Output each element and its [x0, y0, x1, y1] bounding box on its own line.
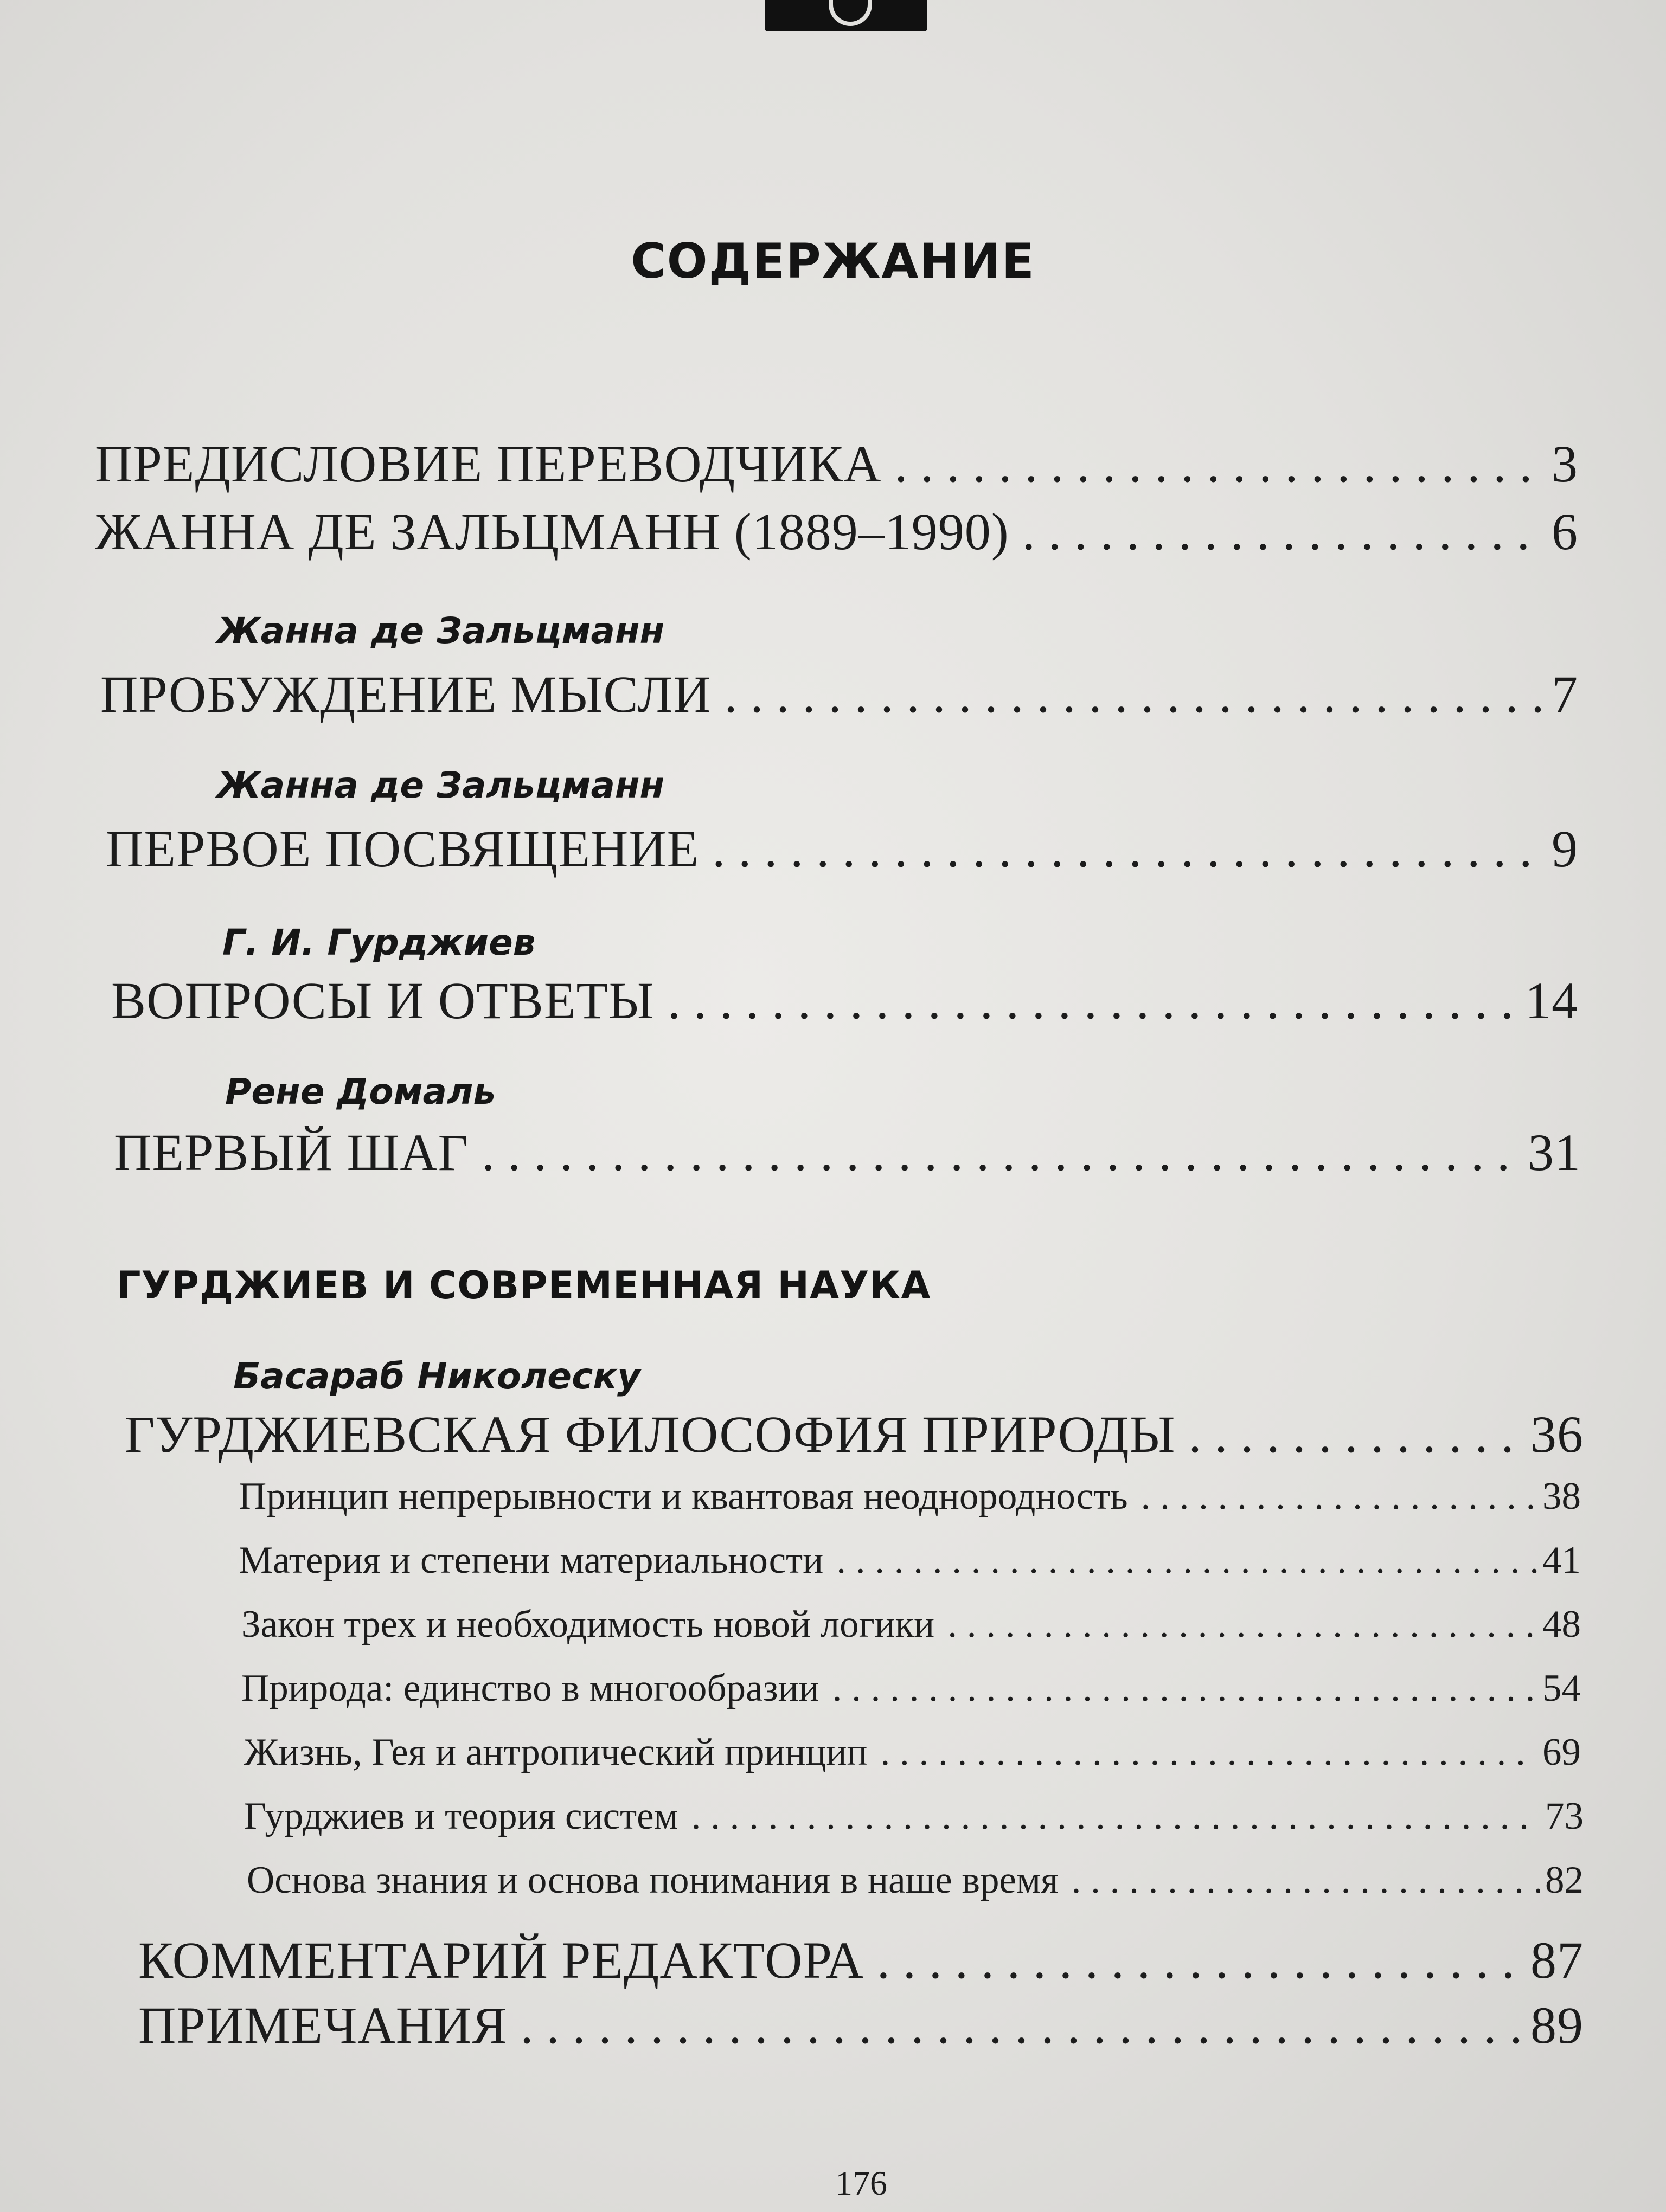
- toc-entry-label: ПЕРВОЕ ПОСВЯЩЕНИЕ: [106, 820, 700, 878]
- dot-leader: [520, 1995, 1525, 2055]
- toc-page-number: 14: [1525, 972, 1578, 1030]
- dot-leader: [877, 1930, 1525, 1990]
- dot-leader: [482, 1122, 1522, 1182]
- toc-entry-label: Жизнь, Гея и антропический принцип: [244, 1731, 868, 1773]
- toc-entry-label: Материя и степени материальности: [239, 1539, 824, 1581]
- toc-entry-label: Природа: единство в многообразии: [241, 1667, 819, 1709]
- toc-subentry[interactable]: [247, 1859, 1584, 1902]
- toc-page-number: 6: [1552, 503, 1578, 561]
- toc-entry-label: Принцип непрерывности и квантовая неоднородность: [239, 1475, 1128, 1517]
- toc-entry-label: ПРИМЕЧАНИЯ: [138, 1996, 508, 2054]
- toc-author: Жанна де Зальцманн: [217, 610, 665, 652]
- dot-leader: [691, 1795, 1540, 1838]
- dot-leader: [1188, 1404, 1525, 1464]
- toc-subentry[interactable]: [241, 1667, 1581, 1711]
- toc-page-number: 73: [1545, 1795, 1584, 1837]
- toc-entry-label: ЖАННА ДЕ ЗАЛЬЦМАНН (1889–1990): [95, 503, 1009, 561]
- toc-entry-label: ГУРДЖИЕВСКАЯ ФИЛОСОФИЯ ПРИРОДЫ: [125, 1405, 1176, 1463]
- toc-page-number: 89: [1530, 1996, 1584, 2054]
- toc-entry-philosophy-of-nature[interactable]: [125, 1404, 1584, 1464]
- dot-leader: [712, 819, 1546, 879]
- toc-entry-questions-answers[interactable]: [111, 970, 1578, 1031]
- toc-entry-editor-commentary[interactable]: [138, 1930, 1584, 1990]
- toc-entry-jeanne-bio[interactable]: [95, 501, 1578, 562]
- toc-page-number: 54: [1542, 1667, 1581, 1709]
- dot-leader: [1072, 1859, 1540, 1902]
- publisher-logo: [765, 0, 927, 31]
- toc-entry-label: ПРОБУЖДЕНИЕ МЫСЛИ: [100, 665, 712, 723]
- toc-author: Г. И. Гурджиев: [222, 922, 536, 963]
- toc-entry-translator-preface[interactable]: [95, 434, 1578, 494]
- toc-section-heading: ГУРДЖИЕВ И СОВРЕМЕННАЯ НАУКА: [117, 1263, 931, 1308]
- toc-entry-awakening[interactable]: [100, 664, 1578, 724]
- toc-subentry[interactable]: [239, 1475, 1581, 1519]
- toc-entry-notes[interactable]: [138, 1995, 1584, 2055]
- toc-page-number: 7: [1552, 665, 1578, 723]
- toc-author: Жанна де Зальцманн: [217, 764, 665, 806]
- toc-entry-label: КОММЕНТАРИЙ РЕДАКТОРА: [138, 1931, 864, 1989]
- dot-leader: [894, 434, 1546, 494]
- toc-entry-label: ПРЕДИСЛОВИЕ ПЕРЕВОДЧИКА: [95, 435, 882, 493]
- toc-entry-first-step[interactable]: [114, 1122, 1581, 1182]
- dot-leader: [947, 1603, 1537, 1647]
- dot-leader: [836, 1539, 1537, 1583]
- toc-author: Рене Домаль: [225, 1071, 496, 1113]
- toc-subentry[interactable]: [244, 1731, 1581, 1774]
- toc-page-number: 9: [1552, 820, 1578, 878]
- toc-entry-label: Закон трех и необходимость новой логики: [241, 1603, 935, 1645]
- dot-leader: [725, 664, 1546, 724]
- toc-entry-label: ПЕРВЫЙ ШАГ: [114, 1123, 469, 1181]
- toc-subentry[interactable]: [239, 1539, 1581, 1583]
- toc-page-number: 38: [1542, 1475, 1581, 1517]
- dot-leader: [668, 970, 1520, 1031]
- toc-author: Басараб Николеску: [233, 1355, 641, 1397]
- toc-page-number: 3: [1552, 435, 1578, 493]
- dot-leader: [1022, 501, 1546, 562]
- toc-page-number: 69: [1542, 1731, 1581, 1773]
- toc-entry-label: Основа знания и основа понимания в наше время: [247, 1859, 1059, 1901]
- toc-page-number: 36: [1530, 1405, 1584, 1463]
- toc-subentry[interactable]: [241, 1603, 1581, 1647]
- toc-entry-first-initiation[interactable]: [106, 819, 1578, 879]
- dot-leader: [1141, 1475, 1537, 1519]
- toc-page-number: 41: [1542, 1539, 1581, 1581]
- dot-leader: [880, 1731, 1537, 1774]
- toc-page-number: 87: [1530, 1931, 1584, 1989]
- toc-page-number: 82: [1545, 1859, 1584, 1901]
- toc-entry-label: ВОПРОСЫ И ОТВЕТЫ: [111, 972, 655, 1030]
- toc-entry-label: Гурджиев и теория систем: [244, 1795, 678, 1837]
- toc-subentry[interactable]: [244, 1795, 1584, 1838]
- toc-page-number: 48: [1542, 1603, 1581, 1645]
- page-number: 176: [835, 2164, 887, 2202]
- toc-page-number: 31: [1528, 1123, 1581, 1181]
- page-title: СОДЕРЖАНИЕ: [631, 233, 1035, 289]
- dot-leader: [832, 1667, 1537, 1711]
